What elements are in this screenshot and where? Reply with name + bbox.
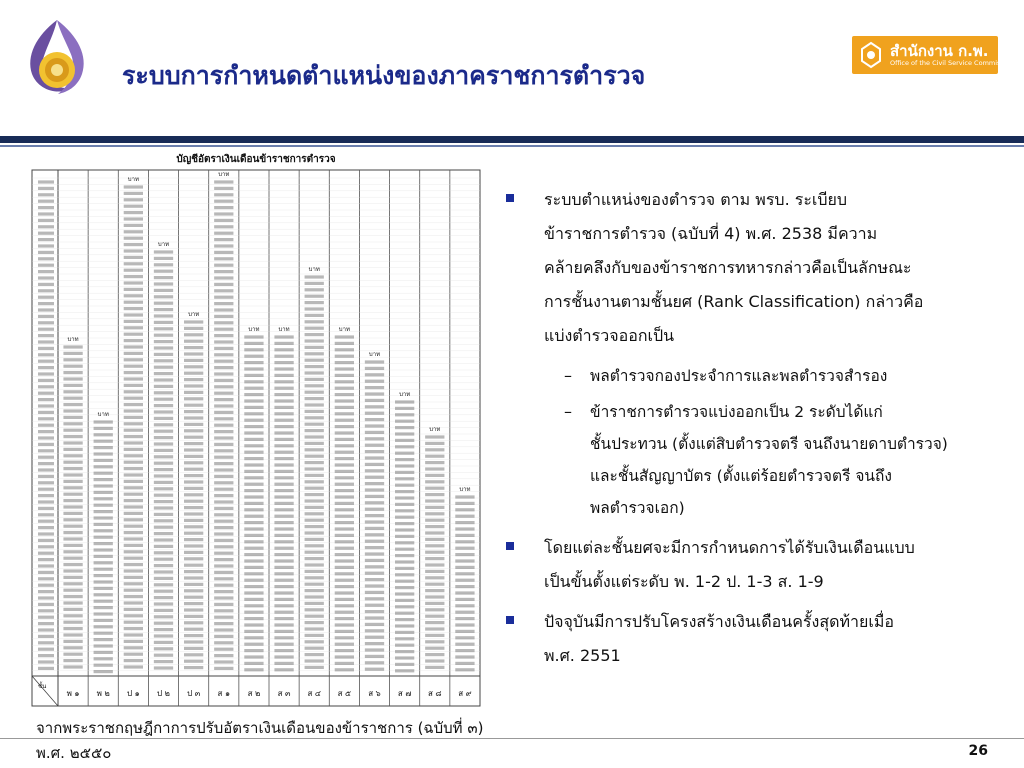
ocsc-logo xyxy=(852,36,1014,74)
salary-table-unit-label: บาท xyxy=(429,426,441,433)
salary-table-unit-label: บาท xyxy=(188,311,200,318)
salary-level-label: ป ๒ xyxy=(157,689,170,698)
bullet-1-line-1: ระบบตำแหน่งของตำรวจ ตาม พรบ. ระเบียบ xyxy=(544,190,848,209)
salary-table-unit-label: บาท xyxy=(248,326,260,333)
salary-table-unit-label: บาท xyxy=(127,176,139,183)
bullet-icon xyxy=(506,616,514,624)
salary-table-unit-label: บาท xyxy=(157,241,170,248)
ocsc-name: สำนักงาน ก.พ. xyxy=(890,42,989,60)
salary-level-label: ส ๔ xyxy=(307,689,321,698)
source-caption-line-2: พ.ศ. ๒๕๕๐ xyxy=(36,744,112,762)
salary-table-unit-label: บาท xyxy=(278,326,290,333)
bullet-1-line-5: แบ่งตำรวจออกเป็น xyxy=(544,326,675,345)
salary-level-label: ส ๙ xyxy=(458,689,472,698)
source-caption-line-1: จากพระราชกฤษฎีกาการปรับอัตราเงินเดือนของข้าราชการ (ฉบับที่ ๓) xyxy=(36,719,484,737)
salary-table-unit-label: บาท xyxy=(459,486,471,493)
salary-level-label: พ ๑ xyxy=(66,689,80,698)
salary-table-unit-label: บาท xyxy=(368,351,381,358)
bullet-1-line-3: คล้ายคลึงกับของข้าราชการทหารกล่าวคือเป็นลักษณะ xyxy=(544,258,912,277)
sub-bullet-dash: – xyxy=(564,402,572,421)
sub-bullet-2-line-2: ชั้นประทวน (ตั้งแต่สิบตำรวจตรี จนถึงนายดาบตำรวจ) xyxy=(590,435,948,453)
police-emblem-logo xyxy=(18,16,96,100)
salary-level-label: ป ๑ xyxy=(127,689,140,698)
salary-table-unit-label: บาท xyxy=(399,391,411,398)
header-divider xyxy=(0,136,1024,143)
bullet-3-line-1: ปัจจุบันมีการปรับโครงสร้างเงินเดือนครั้งสุดท้ายเมื่อ xyxy=(544,612,894,631)
sub-bullet-2-line-1: ข้าราชการตำรวจแบ่งออกเป็น 2 ระดับได้แก่ xyxy=(590,403,883,421)
salary-level-label: ส ๕ xyxy=(337,689,352,698)
bullet-2-line-1: โดยแต่ละชั้นยศจะมีการกำหนดการได้รับเงินเดือนแบบ xyxy=(544,538,915,557)
page-title: ระบบการกำหนดตำแหน่งของภาคราชการตำรวจ xyxy=(122,61,646,90)
salary-level-label: ส ๖ xyxy=(368,689,381,698)
salary-level-label: ส ๗ xyxy=(397,689,412,698)
page-number: 26 xyxy=(968,743,988,759)
salary-level-label: ป ๓ xyxy=(187,689,201,698)
sub-bullet-dash: – xyxy=(564,366,572,385)
salary-table-title: บัญชีอัตราเงินเดือนข้าราชการตำรวจ xyxy=(176,154,336,165)
salary-table-unit-label: บาท xyxy=(308,266,320,273)
bullet-icon xyxy=(506,542,514,550)
salary-level-label: ส ๑ xyxy=(217,689,231,698)
footer-divider xyxy=(0,738,1024,739)
bullet-3-line-2: พ.ศ. 2551 xyxy=(544,646,621,665)
ocsc-subtitle: Office of the Civil Service Commission xyxy=(890,59,1014,67)
salary-level-label: พ ๒ xyxy=(96,689,110,698)
salary-table-unit-label: บาท xyxy=(67,336,79,343)
bullet-1-line-4: การชั้นงานตามชั้นยศ (Rank Classification) กล่าวคือ xyxy=(544,292,924,311)
salary-table-unit-label: บาท xyxy=(218,171,230,178)
salary-level-label: ส ๓ xyxy=(277,689,291,698)
salary-table-unit-label: บาท xyxy=(338,326,350,333)
sub-bullet-2-line-4: พลตำรวจเอก) xyxy=(590,499,685,517)
salary-table-unit-label: บาท xyxy=(97,411,109,418)
salary-level-label: ส ๘ xyxy=(427,689,442,698)
salary-level-header: ชั้น xyxy=(38,683,47,690)
sub-bullet-1-line-1: พลตำรวจกองประจำการและพลตำรวจสำรอง xyxy=(590,367,888,385)
salary-level-label: ส ๒ xyxy=(247,689,261,698)
ocsc-seal-icon xyxy=(858,41,884,69)
bullet-2-line-2: เป็นขั้นตั้งแต่ระดับ พ. 1-2 ป. 1-3 ส. 1-9 xyxy=(544,572,824,591)
salary-table-grid xyxy=(30,168,486,710)
bullet-icon xyxy=(506,194,514,202)
header-divider-thin xyxy=(0,145,1024,147)
sub-bullet-2-line-3: และชั้นสัญญาบัตร (ตั้งแต่ร้อยตำรวจตรี จนถึง xyxy=(590,467,892,485)
bullet-1-line-2: ข้าราชการตำรวจ (ฉบับที่ 4) พ.ศ. 2538 มีความ xyxy=(544,224,878,243)
